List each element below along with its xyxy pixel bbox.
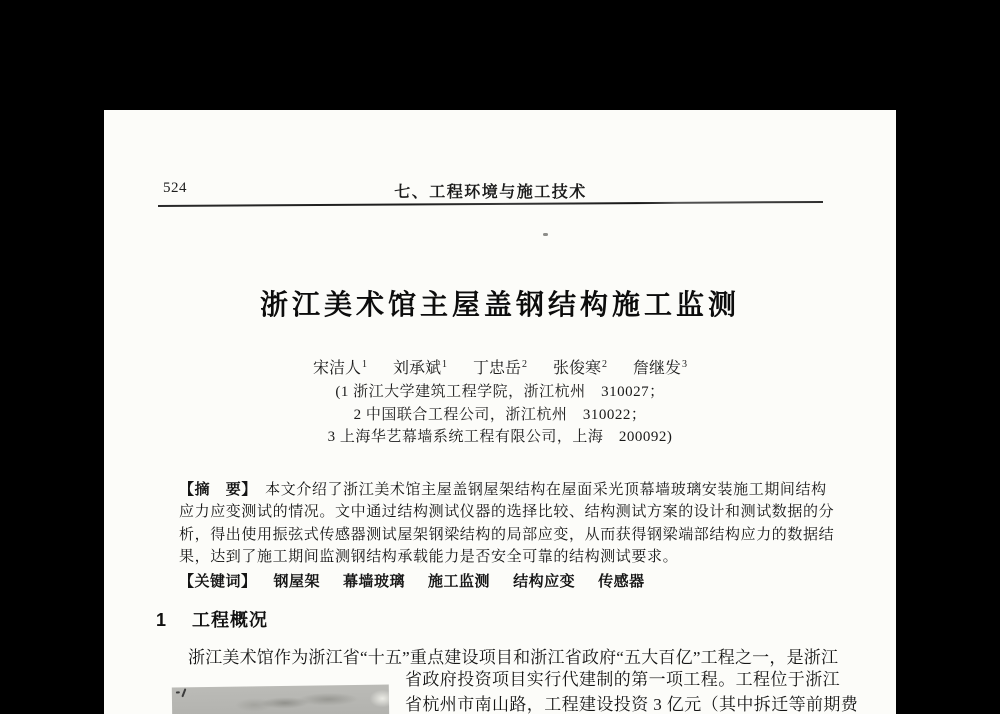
abstract-line: 果，达到了施工期间监测钢结构承载能力是否安全可靠的结构测试要求。 <box>179 549 679 566</box>
author-name-text: 张俊寒 <box>553 360 602 377</box>
abstract-line: 析，得出使用振弦式传感器测试屋架钢梁结构的局部应变，从而获得钢梁端部结构应力的数据结 <box>179 526 835 543</box>
author-name <box>313 360 367 377</box>
affiliation-list <box>104 381 896 449</box>
running-head-title: 七、工程环境与施工技术 <box>394 184 587 201</box>
keyword-term: 钢屋架 <box>273 573 321 590</box>
author-name <box>553 360 607 377</box>
author-name-text: 刘承斌 <box>392 360 441 377</box>
section-title: 工程概况 <box>192 610 269 630</box>
body-paragraph-line: 省政府投资项目实行代建制的第一项工程。工程位于浙江 <box>405 670 840 689</box>
author-name-text: 丁忠岳 <box>472 360 521 377</box>
body-paragraph-wrapped-lines <box>405 668 858 714</box>
affiliation-line: (1 浙江大学建筑工程学院，浙江杭州 310027； <box>335 384 665 400</box>
author-affiliation-superscript: 2 <box>602 358 608 370</box>
article-title: 浙江美术馆主屋盖钢结构施工监测 <box>259 289 740 320</box>
author-name-text: 詹继发 <box>633 360 682 377</box>
keywords-label: 【关键词】 <box>179 573 257 590</box>
keyword-term: 幕墙玻璃 <box>343 573 406 590</box>
abstract-more-lines <box>179 501 839 568</box>
author-list <box>104 355 896 378</box>
keyword-term: 施工监测 <box>428 573 491 590</box>
body-paragraph-first-line: 浙江美术馆作为浙江省“十五”重点建设项目和浙江省政府“五大百亿”工程之一，是浙江 <box>188 648 839 667</box>
scan-mark-slash <box>181 688 186 697</box>
author-name <box>473 360 527 377</box>
author-affiliation-superscript: 2 <box>522 358 527 370</box>
abstract-line: 应力应变测试的情况。文中通过结构测试仪器的选择比较、结构测试方案的设计和测试数据的分 <box>179 504 835 521</box>
keyword-term: 结构应变 <box>513 573 576 590</box>
figure-photo-partial <box>172 684 389 714</box>
page-number: 524 <box>163 180 187 196</box>
abstract-block <box>179 479 839 569</box>
abstract-line-text: 本文介绍了浙江美术馆主屋盖钢屋架结构在屋面采光顶幕墙玻璃安装施工期间结构 <box>249 482 827 498</box>
author-name <box>633 360 687 377</box>
body-paragraph-line: 省杭州市南山路，工程建设投资 3 亿元（其中拆迁等前期费 <box>405 694 859 714</box>
scan-artifact-speck <box>543 233 548 236</box>
keyword-term: 传感器 <box>598 573 645 590</box>
scan-mark-dot <box>176 691 180 693</box>
author-name <box>393 360 447 377</box>
affiliation-line: 2 中国联合工程公司，浙江杭州 310022； <box>353 406 647 423</box>
author-name-text: 宋洁人 <box>312 360 361 377</box>
keyword-list <box>274 573 668 590</box>
scanned-page <box>104 110 896 714</box>
section-1-heading <box>156 606 268 632</box>
author-affiliation-superscript: 1 <box>441 358 447 370</box>
author-affiliation-superscript: 3 <box>682 358 688 370</box>
abstract-line <box>179 479 839 501</box>
author-affiliation-superscript: 1 <box>361 358 367 370</box>
affiliation-line: 3 上海华艺幕墙系统工程有限公司，上海 200092) <box>327 429 673 446</box>
abstract-label: 【摘 要】 <box>179 481 250 498</box>
section-number: 1 <box>156 610 168 630</box>
keywords-block <box>179 570 668 591</box>
